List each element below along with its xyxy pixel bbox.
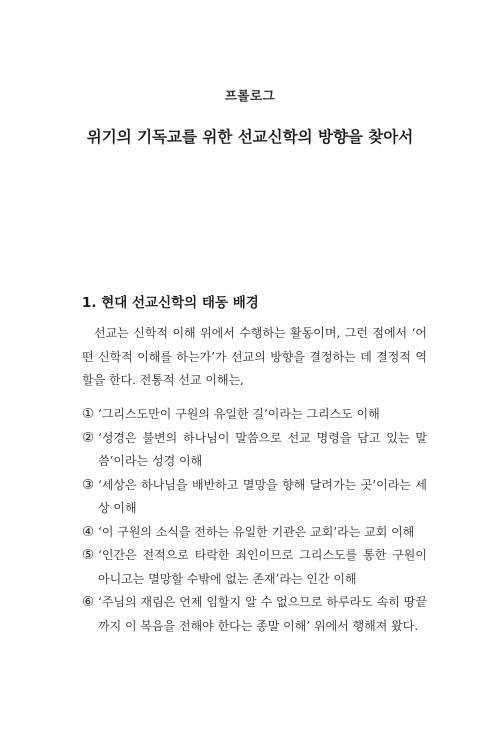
list-item [82,521,427,545]
list-item-text: ‘이 구원의 소식을 전하는 유일한 기관은 교회’라는 교회 이해 [98,524,415,539]
list-item-text: ‘성경은 불변의 하나님이 말씀으로 선교 명령을 담고 있는 말씀’이라는 성경 이해 [98,430,427,468]
numbered-list [82,403,427,638]
list-item [82,403,427,427]
body-paragraph: 선교는 신학적 이해 위에서 수행하는 활동이며, 그런 점에서 ‘어떤 신학적 이해를 하는가’가 선교의 방향을 결정하는 데 결정적 역할을 한다. 전통적 선교 이해는, [82,326,427,387]
list-item [82,591,427,638]
list-item-text: ‘인간은 전적으로 타락한 죄인이므로 그리스도를 통한 구원이 아니고는 멸망할 수밖에 없는 존재’라는 인간 이해 [98,548,427,586]
section-heading: 1. 현대 선교신학의 태동 배경 [82,295,259,311]
prologue-label: 프롤로그 [224,88,276,103]
list-item-text: ‘세상은 하나님을 배반하고 멸망을 향해 달려가는 곳’이라는 세상 이해 [98,477,427,515]
list-item [82,474,427,521]
list-marker: ⑤ [82,547,95,563]
list-item-text: ‘그리스도만이 구원의 유일한 길’이라는 그리스도 이해 [98,407,380,421]
list-marker: ① [82,406,95,422]
list-marker: ④ [82,523,95,540]
list-item [82,544,427,591]
list-item-text: ‘주님의 재림은 언제 임할지 알 수 없으므로 하루라도 속히 땅끝까지 이 복음을 전해야 한다는 종말 이해’ 위에서 행해져 왔다. [98,595,427,633]
list-marker: ② [82,429,95,446]
list-marker: ③ [82,476,95,493]
page-title: 위기의 기독교를 위한 선교신학의 방향을 찾아서 [86,128,414,146]
list-item [82,427,427,474]
list-marker: ⑥ [82,594,95,610]
